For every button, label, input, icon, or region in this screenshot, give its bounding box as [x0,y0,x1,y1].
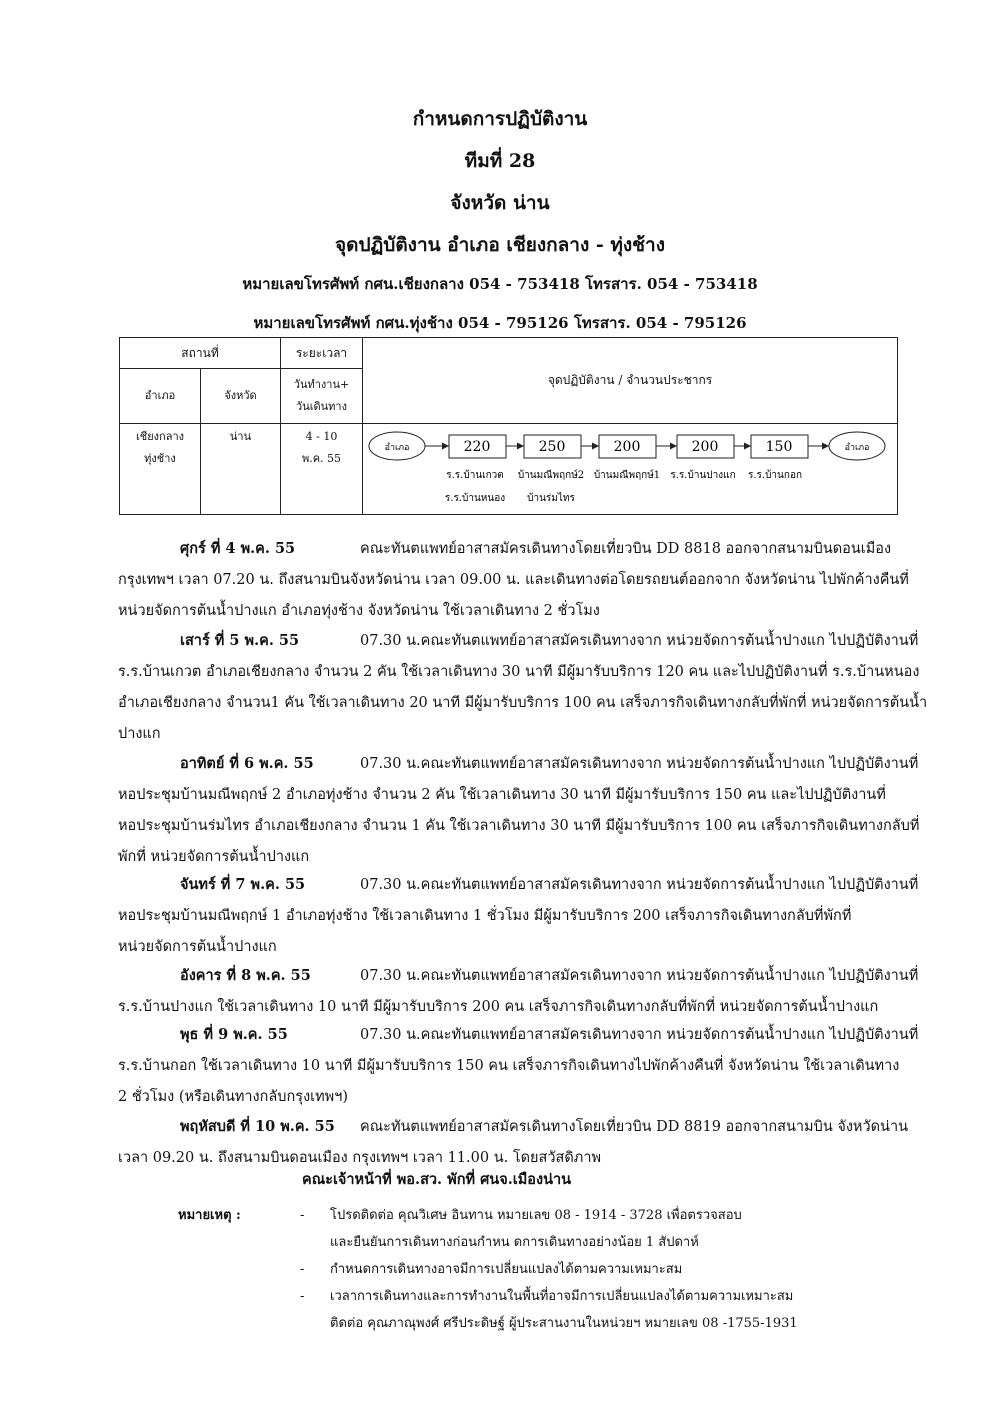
col-period: ระยะเวลา [281,338,363,369]
schedule-day-6 [118,1019,928,1113]
note-dash: - [300,1208,305,1223]
team-number: ทีมที่ 28 [464,150,536,172]
flow-node-4-value: 200 [691,439,719,456]
day-label: พุธ ที่ 9 พ.ค. 55 [180,1026,288,1043]
note-2: กำหนดการเดินทางอาจมีการเปลี่ยนแปลงได้ตามความเหมาะสม [330,1262,683,1277]
day-text: 2 ชั่วโมง (หรือเดินทางกลับกรุงเทพฯ) [118,1089,349,1105]
note-1-line-2: และยืนยันการเดินทางก่อนกำหน ดการเดินทางอย่างน้อย 1 สัปดาห์ [330,1235,699,1250]
day-text: 07.30 น.คณะทันตแพทย์อาสาสมัครเดินทางจาก หน่วยจัดการต้นน้ำปางแก ไปปฏิบัติงานที่ [360,877,919,893]
schedule-day-4 [118,869,928,963]
day-text: หน่วยจัดการต้นน้ำปางแก อำเภอทุ่งช้าง จังหวัดน่าน ใช้เวลาเดินทาง 2 ชั่วโมง [118,603,600,619]
flow-cell [363,424,898,515]
notes-label: หมายเหตุ : [178,1208,241,1223]
note-3-line-1: เวลาการเดินทางและการทำงานในพื้นที่อาจมีการเปลี่ยนแปลงได้ตามความเหมาะสม [330,1289,794,1304]
province-title: จังหวัด น่าน [450,192,550,214]
day-text: หอประชุมบ้านมณีพฤกษ์ 1 อำเภอทุ่งช้าง ใช้เวลาเดินทาง 1 ชั่วโมง มีผู้มารับบริการ 200 เสร็จภารกิจเดินทางกลับที่พักที่ [118,908,852,924]
day-text: 07.30 น.คณะทันตแพทย์อาสาสมัครเดินทางจาก หน่วยจัดการต้นน้ำปางแก ไปปฏิบัติงานที่ [360,1027,919,1043]
flow-node-1-value: 220 [463,439,491,456]
schedule-day-2 [118,625,928,750]
phone-line-1: หมายเลขโทรศัพท์ กศน.เชียงกลาง 054 - 753418 โทรสาร. 054 - 753418 [242,275,758,293]
flow-diagram [363,424,898,514]
schedule-day-7 [118,1111,928,1174]
flow-label-1: ร.ร.บ้านเกวต [446,470,504,482]
flow-label-4: ร.ร.บ้านปางแก [670,470,736,482]
schedule-table [119,337,898,515]
day-text: ร.ร.บ้านปางแก ใช้เวลาเดินทาง 10 นาที มีผู้มารับบริการ 200 คน เสร็จภารกิจเดินทางกลับที่พักที่ หน่วยจัดการต้นน้ำปางแก [118,999,879,1015]
flow-node-2-value: 250 [538,439,566,456]
flow-label-5: ร.ร.บ้านกอก [748,470,803,482]
day-label: พฤหัสบดี ที่ 10 พ.ค. 55 [180,1118,335,1135]
flow-label-6: ร.ร.บ้านหนอง [444,493,506,505]
row-district-1: เชียงกลาง [136,430,184,444]
day-text: พักที่ หน่วยจัดการต้นน้ำปางแก [118,849,310,865]
schedule-day-3 [118,748,928,873]
flow-label-2: บ้านมณีพฤกษ์2 [517,470,585,482]
note-3-line-2: ติดต่อ คุณภาณุพงศ์ ศรีประดิษฐ์ ผู้ประสานงานในหน่วยฯ หมายเลข 08 -1755-1931 [330,1316,798,1331]
day-label: อังคาร ที่ 8 พ.ค. 55 [180,967,311,984]
day-text: ร.ร.บ้านกอก ใช้เวลาเดินทาง 10 นาที มีผู้มารับบริการ 150 คน เสร็จภารกิจเดินทางไปพักค้างคืนที่ จังหวัดน่าน ใช้เวลาเดินทาง [118,1058,900,1074]
site-title: จุดปฏิบัติงาน อำเภอ เชียงกลาง - ทุ่งช้าง [334,234,665,256]
col-district: อำเภอ [120,369,201,424]
phone-line-2: หมายเลขโทรศัพท์ กศน.ทุ่งช้าง 054 - 795126 โทรสาร. 054 - 795126 [253,314,747,332]
row-dates [281,424,363,515]
row-dates-range: 4 - 10 [305,430,338,444]
schedule-day-1 [118,533,928,627]
day-text: หอประชุมบ้านมณีพฤกษ์ 2 อำเภอทุ่งช้าง จำนวน 2 คัน ใช้เวลาเดินทาง 30 นาที มีผู้มารับบริการ 150 คน และไปปฏิบัติงานที่ [118,787,886,803]
flow-label-3: บ้านมณีพฤกษ์1 [593,470,661,482]
day-text: ร.ร.บ้านเกวต อำเภอเชียงกลาง จำนวน 2 คัน ใช้เวลาเดินทาง 30 นาที มีผู้มารับบริการ 120 คน และไปปฏิบัติงานที่ ร.ร.บ้านหนอง [118,664,920,680]
day-text: 07.30 น.คณะทันตแพทย์อาสาสมัครเดินทางจาก หน่วยจัดการต้นน้ำปางแก ไปปฏิบัติงานที่ [360,968,919,984]
flow-node-5-value: 150 [765,439,793,456]
row-dates-month: พ.ค. 55 [301,452,342,466]
note-dash: - [300,1289,305,1304]
col-province: จังหวัด [201,369,281,424]
note-1-line-1: โปรดติดต่อ คุณวิเศษ อินทาน หมายเลข 08 - 1914 - 3728 เพื่อตรวจสอบ [330,1208,742,1223]
day-text: อำเภอเชียงกลาง จำนวน1 คัน ใช้เวลาเดินทาง 20 นาที มีผู้มารับบริการ 100 คน เสร็จภารกิจเดินทางกลับที่พักที่ หน่วยจัดการต้นน้ำ [118,695,928,711]
start-label: อำเภอ [384,443,410,454]
row-district [120,424,201,515]
note-dash: - [300,1262,305,1277]
day-text: 07.30 น.คณะทันตแพทย์อาสาสมัครเดินทางจาก หน่วยจัดการต้นน้ำปางแก ไปปฏิบัติงานที่ [360,756,919,772]
page-title: กำหนดการปฏิบัติงาน [412,108,588,130]
col-days [281,369,363,424]
day-label: ศุกร์ ที่ 4 พ.ค. 55 [180,540,296,557]
day-label: จันทร์ ที่ 7 พ.ค. 55 [180,876,306,893]
day-label: อาทิตย์ ที่ 6 พ.ค. 55 [180,755,314,772]
note-1 [330,1202,918,1256]
row-district-2: ทุ่งช้าง [144,452,176,466]
col-days-line1: วันทำงาน+ [293,378,350,392]
day-text: หอประชุมบ้านร่มไทร อำเภอเชียงกลาง จำนวน 1 คัน ใช้เวลาเดินทาง 30 นาที มีผู้มารับบริการ 100 คน เสร็จภารกิจเดินทางกลับที่ [118,818,920,834]
day-text: เวลา 09.20 น. ถึงสนามบินดอนเมือง กรุงเทพฯ เวลา 11.00 น. โดยสวัสดิภาพ [118,1150,602,1166]
day-text: คณะทันตแพทย์อาสาสมัครเดินทางโดยเที่ยวบิน DD 8818 ออกจากสนามบินดอนเมือง [360,541,892,557]
col-place: สถานที่ [120,338,281,369]
notes-section [178,1202,918,1337]
flow-label-7: บ้านร่มไทร [527,493,575,505]
row-province: น่าน [201,424,281,515]
day-text: หน่วยจัดการต้นน้ำปางแก [118,939,277,955]
col-points: จุดปฏิบัติงาน / จำนวนประชากร [363,338,898,424]
note-3 [330,1283,918,1337]
flow-node-3-value: 200 [613,439,641,456]
schedule-day-5 [118,960,928,1023]
day-label: เสาร์ ที่ 5 พ.ค. 55 [180,632,300,649]
signature: คณะเจ้าหน้าที่ พอ.สว. พักที่ ศนจ.เมืองน่าน [302,1171,572,1188]
day-text: กรุงเทพฯ เวลา 07.20 น. ถึงสนามบินจังหวัดน่าน เวลา 09.00 น. และเดินทางต่อโดยรถยนต์ออกจาก จังหวัดน่าน ไปพักค้างคืนที่ [118,572,909,588]
day-text: ปางแก [118,726,161,742]
end-label: อำเภอ [844,443,870,454]
day-text: คณะทันตแพทย์อาสาสมัครเดินทางโดยเที่ยวบิน DD 8819 ออกจากสนามบิน จังหวัดน่าน [360,1119,908,1135]
day-text: 07.30 น.คณะทันตแพทย์อาสาสมัครเดินทางจาก หน่วยจัดการต้นน้ำปางแก ไปปฏิบัติงานที่ [360,633,919,649]
col-days-line2: วันเดินทาง [296,400,347,414]
